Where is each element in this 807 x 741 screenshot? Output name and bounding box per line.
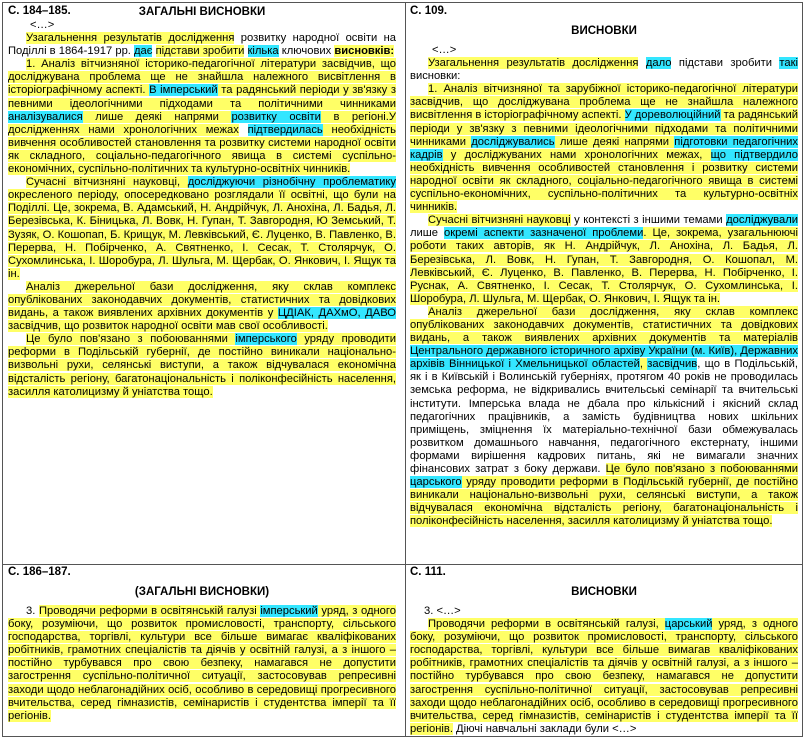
- cell-top-right: [404, 2, 804, 562]
- text-fragment: висновки:: [410, 70, 461, 83]
- ellipsis: <…>: [30, 19, 55, 31]
- highlighted-match: у досліджуваних нами хронологічних межах,: [442, 148, 711, 161]
- highlighted-difference: підготовки педагогічних кадрів: [410, 135, 798, 161]
- highlighted-difference: В імперський: [149, 84, 218, 97]
- highlighted-difference: аналізувалися: [8, 110, 83, 123]
- highlighted-match: уряд, з одного боку, розуміючи, що розвиток промисловості, транспорту, сільського господарства, торгівлі, культури все більше вимагав кваліфікованих робітників, грамотних спеціалістів та діячів у освітній галузі, а з іншого – постійно турбувався про свою безпеку, намагався не допустити загострення суспільно-політичної ситуації, застосовував репресивні заходи щодо неблагонадійних осіб, особливо в середовищі прогресивного вчительства, серед гімназистів, семінаристів і студентства імперії та її регіонів.: [410, 618, 798, 735]
- highlighted-match: та радянський періоди у зв'язку з певними ідеологічними підходами та політичними чинниками: [410, 109, 798, 148]
- cell-bottom-left: [2, 563, 402, 737]
- highlighted-difference: імперського: [235, 333, 297, 346]
- highlighted-difference: кілька: [247, 45, 279, 58]
- highlighted-match: уряд, з одного боку, розуміючи, що розвиток промисловості, транспорту, сільського господарства, торгівлі, культури все більше вимагає кваліфікованих робітників, грамотних спеціалістів та діячів у освітній галузі, а з іншого – постійно турбувався про свою безпеку, намагався не допустити загострення суспільно-політичної ситуації, застосовував репресивні заходи щодо неблагонадійних осіб, особливо в середовищі прогресивного вчительства, серед гімназистів, семінаристів і студентства імперії та її регіонів.: [8, 605, 396, 722]
- highlighted-match: Узагальнення результатів дослідження: [428, 57, 639, 70]
- highlighted-difference: такі: [779, 57, 798, 70]
- paragraph: [8, 58, 396, 176]
- highlighted-match: Сучасні вітчизняні науковці,: [26, 176, 188, 189]
- highlighted-match: У дослідженнях нами хронологічних межах: [8, 110, 396, 136]
- highlighted-match: Аналіз джерельної бази дослідження, яку склав комплекс опублікованих законодавчих документів, статистичних та довідкових видань, а також виявлених архівних документів у: [8, 280, 396, 320]
- paragraph: [410, 618, 798, 736]
- highlighted-match: лише деякі напрями: [82, 110, 232, 123]
- highlighted-match: . Це, зокрема, узагальнюючі роботи таких авторів, як Н. Андрійчук, Л. Анохіна, Л. Бадья, Л. Березівська, Л. Вовк, Н. Гупан, Т. Завгородня, О. Кошопал, М. Левківський, Є. Луценко, В. Павленко, В. Перерва, Н. Побірченко, І. Руснак, А. Святненко, І. Сесак, Т. Столярчук, О. Сухомлинська, І. Шоробура, Л. Шульга, М. Щербак, О. Янкович, І. Ящук та ін.: [410, 227, 798, 305]
- text-fragment: 3.: [26, 605, 39, 617]
- paragraph: [410, 306, 798, 529]
- page-ref: С. 186–187.: [8, 566, 71, 578]
- highlighted-match: окресленого періоду, опосередковано розглядали її освітні, що були на Поділлі. Це, зокрема, В. Адамський, Н. Андрійчук, Л. Анохіна, Л. Бадья, Л. Березівська, К. Біницька, Л. Вовк, Н. Гупан, Т. Завгородня, Ю Земський, Т. Зузяк, О. Кошопап, Б. Крищук, М. Левківський, Є. Луценко, В. Павленко, В. Перерва, Н. Побірченко, А. Святненко, І. Сесак, Т. Столярчук, О. Сухомлинська, І. Шоробура, Л. Шульга, М. Щербак, О. Янкович, І. Ящук та ін.: [8, 189, 396, 280]
- highlighted-match: Сучасні вітчизняні науковці: [428, 214, 571, 227]
- highlighted-match: Проводячи реформи в освітянській галузі,: [428, 618, 665, 631]
- text-fragment: підстави зробити: [671, 57, 780, 70]
- paragraph: [8, 333, 396, 398]
- text-fragment: ключових: [278, 45, 335, 58]
- page-ref: С. 111.: [410, 566, 446, 578]
- cell-top-left: [2, 2, 402, 562]
- highlighted-match: та радянський періоди у зв'язку з певними ідеологічними підходами та політичними чинниками: [8, 84, 396, 110]
- highlighted-difference: окремі аспекти зазначеної проблеми: [443, 227, 644, 240]
- highlighted-difference: дало: [645, 57, 672, 70]
- highlighted-match: Аналіз джерельної бази дослідження, яку склав комплекс опублікованих законодавчих документів, статистичних та довідкових видань, а також виявлених архівних документів та матеріалів: [410, 305, 798, 345]
- highlighted-difference: досліджуючи різнобічну проблематику: [187, 176, 396, 189]
- highlighted-difference: що підтвердило: [710, 148, 798, 161]
- highlighted-match: Узагальнення результатів дослідження: [26, 32, 235, 45]
- paragraph: [8, 281, 396, 333]
- text-body: [410, 618, 798, 736]
- highlighted-match: 1. Аналіз вітчизняної історико-педагогічної літератури засвідчив, що досліджувана проблема ще не знайшла належного висвітлення в історіографічному аспекті.: [8, 58, 396, 97]
- highlighted-match: Це було пов'язано з побоюваннями: [26, 333, 236, 346]
- highlighted-match: уряду проводити реформи в Подільській губернії, де постійно виникали національно-визвольні рухи, селянські виступи, а також відчувалася економічна відсталість регіону, багатонаціональність і поліконфесійність населення, засилля католицизму й уніатства тощо.: [410, 476, 798, 528]
- text-body: [8, 32, 396, 399]
- text-fragment: розвитку народної освіти на Поділлі в 1864-1917 рр.: [8, 32, 396, 58]
- highlighted-difference: імперський: [260, 605, 318, 617]
- highlighted-difference: Центрального державного історичного архіву України (м. Київ), Державних архівів Вінницької і Хмельницької областей: [410, 345, 798, 371]
- cell-bottom-right: [404, 563, 804, 737]
- text-fragment: [239, 124, 248, 136]
- section-title: (ЗАГАЛЬНІ ВИСНОВКИ): [134, 586, 270, 598]
- section-title: ВИСНОВКИ: [571, 586, 637, 598]
- highlighted-difference: У дореволюційний: [624, 109, 721, 122]
- highlighted-match: необхідність вивчення особливостей становлення і розвитку системи народної освіти як складного, соціально-педагогічного явища в системі суспільно-економічних, суспільно-політичних та культурно-освітніх чинників.: [410, 161, 798, 214]
- paragraph: [410, 214, 798, 306]
- highlighted-match: необхідність вивчення особливостей становлення та розвитку системи народної освіти як складного, соціально-педагогічного явища в системі суспільно-економічних, суспільно-політичних та культурно-освітніх чинників.: [8, 123, 397, 176]
- highlighted-match: 1. Аналіз вітчизняної та зарубіжної історико-педагогічної літератури засвідчив, що досліджувана проблема ще не знайшла належного висвітлення в історіографічному аспекті.: [410, 83, 798, 122]
- highlighted-match: висновків:: [334, 45, 395, 58]
- text-body: [410, 57, 798, 528]
- highlighted-match: лише деякі напрями: [554, 135, 675, 148]
- highlighted-difference: досліджували: [726, 214, 798, 227]
- highlighted-difference: царський: [664, 618, 713, 631]
- page-ref: С. 184–185.: [8, 5, 71, 17]
- highlighted-match: в регіоні.: [320, 110, 389, 123]
- highlighted-match: уряду проводити реформи в Подільській губернії, де постійно виникали національно-визвольні рухи, селянські виступи, а також відчувалася економічна відсталість регіону, багатонаціональність і поліконфесійність населення, засилля католицизму й уніатства тощо.: [8, 333, 397, 398]
- highlighted-difference: дає: [134, 45, 153, 58]
- text-fragment: лише: [410, 227, 444, 240]
- paragraph: [8, 605, 396, 723]
- highlighted-difference: розвитку освіти: [231, 110, 321, 123]
- text-fragment: , що в Подільській, як і в Київській і Волинській губерніях, протягом 40 років не проводилась земська реформа, не відкривались вчительські семінарії та вчительські інститути. Імперська влада не дбала про кількісний і якісний склад педагогічних працівників, а замість будівництва нових шкільних приміщень, зміцнення їх матеріально-технічної бази обмежувалась розвитком домашнього навчання, педагогічного екстернату, іншими формами вирішення кадрових питань, які не вимагали значних фінансових затрат з боку держави.: [410, 358, 798, 475]
- paragraph: [410, 57, 798, 83]
- highlighted-difference: ЦДІАК, ДАХмО, ДАВО: [277, 307, 397, 320]
- highlighted-match: Проводячи реформи в освітянській галузі: [38, 605, 261, 617]
- highlighted-difference: царського: [410, 476, 462, 489]
- paragraph: [8, 32, 396, 58]
- paragraph: [410, 83, 798, 214]
- text-fragment: Діючі навчальні заклади були <…>: [452, 722, 637, 735]
- highlighted-match: ,: [639, 358, 648, 371]
- section-title: ВИСНОВКИ: [571, 25, 637, 37]
- highlighted-difference: підтвердилась: [247, 123, 323, 136]
- text-fragment: [638, 57, 645, 69]
- page-ref: С. 109.: [410, 5, 448, 17]
- ellipsis: 3. <…>: [424, 605, 461, 617]
- text-fragment: у контексті з іншими темами: [570, 214, 727, 227]
- highlighted-match: підстави зробити: [155, 45, 245, 58]
- highlighted-difference: засвідчив: [647, 358, 698, 371]
- highlighted-match: Це було пов'язано з побоюваннями: [605, 463, 798, 475]
- text-body: [8, 605, 396, 723]
- paragraph: [8, 176, 396, 281]
- highlighted-difference: досліджувались: [471, 135, 555, 148]
- highlighted-match: засвідчив, що розвиток народної освіти мав свої особливості.: [8, 320, 328, 333]
- section-title: ЗАГАЛЬНІ ВИСНОВКИ: [138, 6, 266, 18]
- ellipsis: <…>: [432, 44, 457, 56]
